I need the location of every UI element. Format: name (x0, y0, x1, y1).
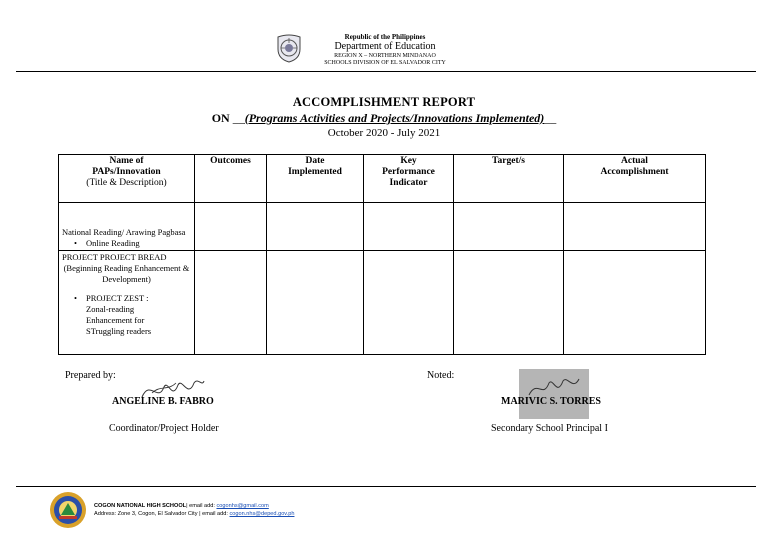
email-label-2: | email add: (197, 511, 230, 517)
header-outcomes-label: Outcomes (210, 156, 251, 166)
header-date-line1: Date (305, 156, 325, 166)
header-name-line2: PAPs/Innovation (92, 167, 161, 177)
programs-label: (Programs Activities and Projects/Innovations Implemented) (244, 111, 545, 125)
republic-label: Republic of the Philippines (344, 33, 426, 41)
on-label: ON (211, 111, 230, 125)
prepared-by-label: Prepared by: (65, 370, 116, 381)
row2-bullet-line4: STruggling readers (86, 326, 152, 336)
row2-bullet-line2: Zonal-reading (86, 304, 135, 314)
noted-label: Noted: (427, 370, 455, 381)
bullet-icon: • (74, 293, 77, 303)
row1-outcomes-cell (195, 203, 267, 251)
header-actual (564, 155, 706, 203)
header-kpi-line1: Key (400, 156, 417, 166)
row2-title-line2: (Beginning Reading Enhancement & Development) (63, 263, 190, 284)
table-row (59, 251, 706, 355)
row1-kpi-cell (364, 203, 454, 251)
footer-divider (16, 486, 756, 487)
school-address: Address: Zone 3, Cogon, El Salvador City (94, 511, 198, 517)
header-name-line1: Name of (109, 156, 144, 166)
school-name: COGON NATIONAL HIGH SCHOOL (94, 503, 187, 509)
table-header-row (59, 155, 706, 203)
noted-title: Secondary School Principal I (491, 423, 608, 434)
row2-outcomes-cell (195, 251, 267, 355)
row2-target-cell (454, 251, 564, 355)
row2-bullet (62, 293, 191, 337)
header-name-line3: (Title & Description) (86, 178, 167, 188)
header-name (59, 155, 195, 203)
header-actual-line2: Accomplishment (600, 167, 669, 177)
row1-bullet (62, 238, 191, 249)
header-target (454, 155, 564, 203)
row2-kpi-cell (364, 251, 454, 355)
row2-bullet-line3: Enhancement for (86, 315, 145, 325)
header-divider (16, 71, 756, 72)
header-kpi (364, 155, 454, 203)
division-label: SCHOOLS DIVISION OF EL SALVADOR CITY (324, 60, 446, 66)
header-kpi-line3: Indicator (389, 178, 428, 188)
prepared-title: Coordinator/Project Holder (109, 423, 219, 434)
deped-email-link[interactable]: cogon.nhs@deped.gov.ph (229, 511, 295, 517)
principal-signature-icon (519, 369, 589, 419)
row1-bullet-text: Online Reading (86, 238, 140, 248)
report-subject (0, 111, 768, 126)
row2-title-line1: PROJECT PROJECT BREAD (62, 252, 167, 262)
region-label: REGION X – NORTHERN MINDANAO (334, 53, 436, 59)
report-title: ACCOMPLISHMENT REPORT (292, 95, 476, 109)
signature-stamp-icon (519, 369, 589, 419)
row2-bullet-line1: PROJECT ZEST : (86, 293, 149, 303)
noted-name: MARIVIC S. TORRES (501, 396, 601, 407)
header-date-line2: Implemented (288, 167, 342, 177)
row1-actual-cell (564, 203, 706, 251)
prepared-name: ANGELINE B. FABRO (112, 396, 214, 407)
school-email-link[interactable]: cogonhs@gmail.com (216, 503, 269, 509)
header-kpi-line2: Performance (382, 167, 435, 177)
deped-seal-icon (276, 33, 302, 63)
bullet-icon: • (74, 238, 77, 248)
header-outcomes (195, 155, 267, 203)
department-label: Department of Education (334, 41, 436, 52)
row1-target-cell (454, 203, 564, 251)
table-row (59, 203, 706, 251)
accomplishment-table (58, 154, 706, 355)
header-date (267, 155, 364, 203)
row1-date-cell (267, 203, 364, 251)
row1-title: National Reading/ Arawing Pagbasa (62, 227, 186, 237)
footer-line1 (94, 503, 269, 509)
row2-name-cell (59, 251, 195, 355)
header-target-label: Target/s (492, 156, 525, 166)
email-label-1: | email add: (186, 503, 217, 509)
row2-date-cell (267, 251, 364, 355)
row1-name-cell (59, 203, 195, 251)
header-actual-line1: Actual (621, 156, 648, 166)
on-suffix: __ (544, 111, 557, 125)
school-logo-icon (49, 491, 87, 529)
row2-actual-cell (564, 251, 706, 355)
on-prefix: __ (232, 111, 245, 125)
footer-line2 (94, 511, 294, 517)
report-period: October 2020 - July 2021 (327, 127, 441, 139)
